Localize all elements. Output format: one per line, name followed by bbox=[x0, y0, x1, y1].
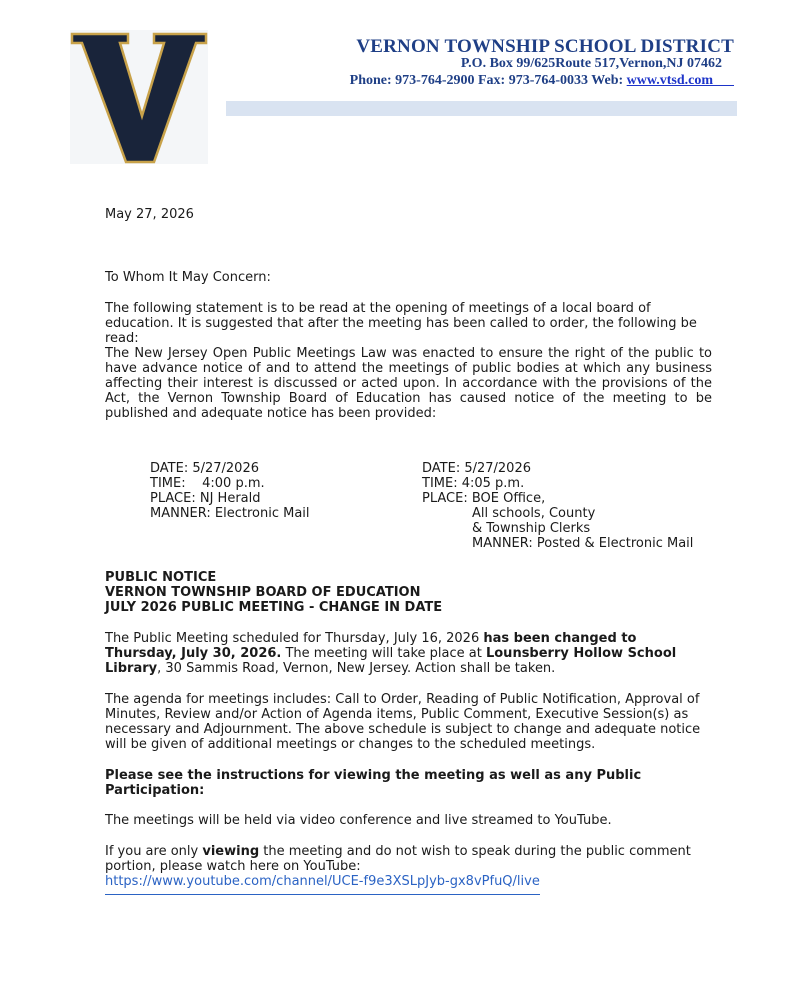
notice-right-date: DATE: 5/27/2026 bbox=[422, 461, 531, 476]
board-heading: VERNON TOWNSHIP BOARD OF EDUCATION bbox=[105, 585, 421, 600]
district-address: P.O. Box 99/625Route 517,Vernon,NJ 07462 bbox=[460, 56, 722, 71]
notice-left-place: PLACE: NJ Herald bbox=[150, 491, 261, 506]
salutation: To Whom It May Concern: bbox=[105, 270, 271, 285]
notice-right-manner: MANNER: Posted & Electronic Mail bbox=[472, 536, 694, 551]
meeting-change-heading: JULY 2026 PUBLIC MEETING - CHANGE IN DATE bbox=[105, 600, 443, 615]
notice-left-date: DATE: 5/27/2026 bbox=[150, 461, 259, 476]
p1-text-a: The Public Meeting scheduled for Thursday, July 16, 2026 bbox=[105, 631, 484, 646]
intro-paragraph: The following statement is to be read at the opening of meetings of a local board of education. It is suggested that after the meeting has been called to order, the following be read: bbox=[105, 301, 697, 346]
meeting-change-paragraph bbox=[105, 631, 712, 676]
district-contact bbox=[350, 73, 734, 89]
p1-text-c: The meeting will take place at bbox=[281, 646, 486, 661]
instructions-heading: Please see the instructions for viewing the meeting as well as any Public Participation: bbox=[105, 768, 642, 798]
viewing-text-a: If you are only bbox=[105, 844, 203, 859]
youtube-link[interactable]: https://www.youtube.com/channel/UCE-f9e3XSLpJyb-gx8vPfuQ/live bbox=[105, 874, 540, 889]
notice-right-place: PLACE: BOE Office, bbox=[422, 491, 546, 506]
notice-left-time: TIME: 4:00 p.m. bbox=[150, 476, 265, 491]
p1-new-date: has been changed to Thursday, July 30, 2026. bbox=[105, 631, 637, 661]
youtube-link-underline bbox=[105, 894, 540, 895]
video-conference-text: The meetings will be held via video conference and live streamed to YouTube. bbox=[105, 813, 612, 828]
letter-date: May 27, 2026 bbox=[105, 207, 194, 222]
agenda-paragraph: The agenda for meetings includes: Call to Order, Reading of Public Notification, Approval of Minutes, Review and/or Action of Agenda items, Public Comment, Executive Session(s) as necessary and Adjournment. The above schedule is subject to change and adequate notice will be given of additional meetings or changes to the scheduled meetings. bbox=[105, 692, 701, 752]
notice-right-place-2: All schools, County bbox=[472, 506, 596, 521]
letterhead-bar bbox=[226, 101, 737, 116]
viewing-text-c: the meeting and do not wish to speak during the public comment portion, please watch here on YouTube: bbox=[105, 844, 691, 874]
notice-right-time: TIME: 4:05 p.m. bbox=[422, 476, 525, 491]
district-logo bbox=[70, 30, 208, 164]
viewing-paragraph bbox=[105, 844, 712, 874]
p1-text-e: , 30 Sammis Road, Vernon, New Jersey. Action shall be taken. bbox=[157, 661, 556, 676]
website-link[interactable]: www.vtsd.com bbox=[626, 73, 713, 88]
viewing-emphasis: viewing bbox=[202, 844, 260, 859]
p1-location: Lounsberry Hollow School Library bbox=[105, 646, 677, 676]
notice-left-manner: MANNER: Electronic Mail bbox=[150, 506, 310, 521]
district-name: VERNON TOWNSHIP SCHOOL DISTRICT bbox=[356, 36, 734, 57]
opma-paragraph: The New Jersey Open Public Meetings Law was enacted to ensure the right of the public to have advance notice of and to attend the meetings of public bodies at which any business affecting their interest is discussed or acted upon. In accordance with the provisions of the Act, the Vernon Township Board of Education has caused notice of the meeting to be published and adequate notice has been provided: bbox=[105, 346, 712, 421]
website-underline bbox=[713, 73, 734, 88]
phone-fax: Phone: 973-764-2900 Fax: 973-764-0033 Web: bbox=[349, 73, 627, 88]
notice-right-place-3: & Township Clerks bbox=[472, 521, 591, 536]
public-notice-heading: PUBLIC NOTICE bbox=[105, 570, 217, 585]
